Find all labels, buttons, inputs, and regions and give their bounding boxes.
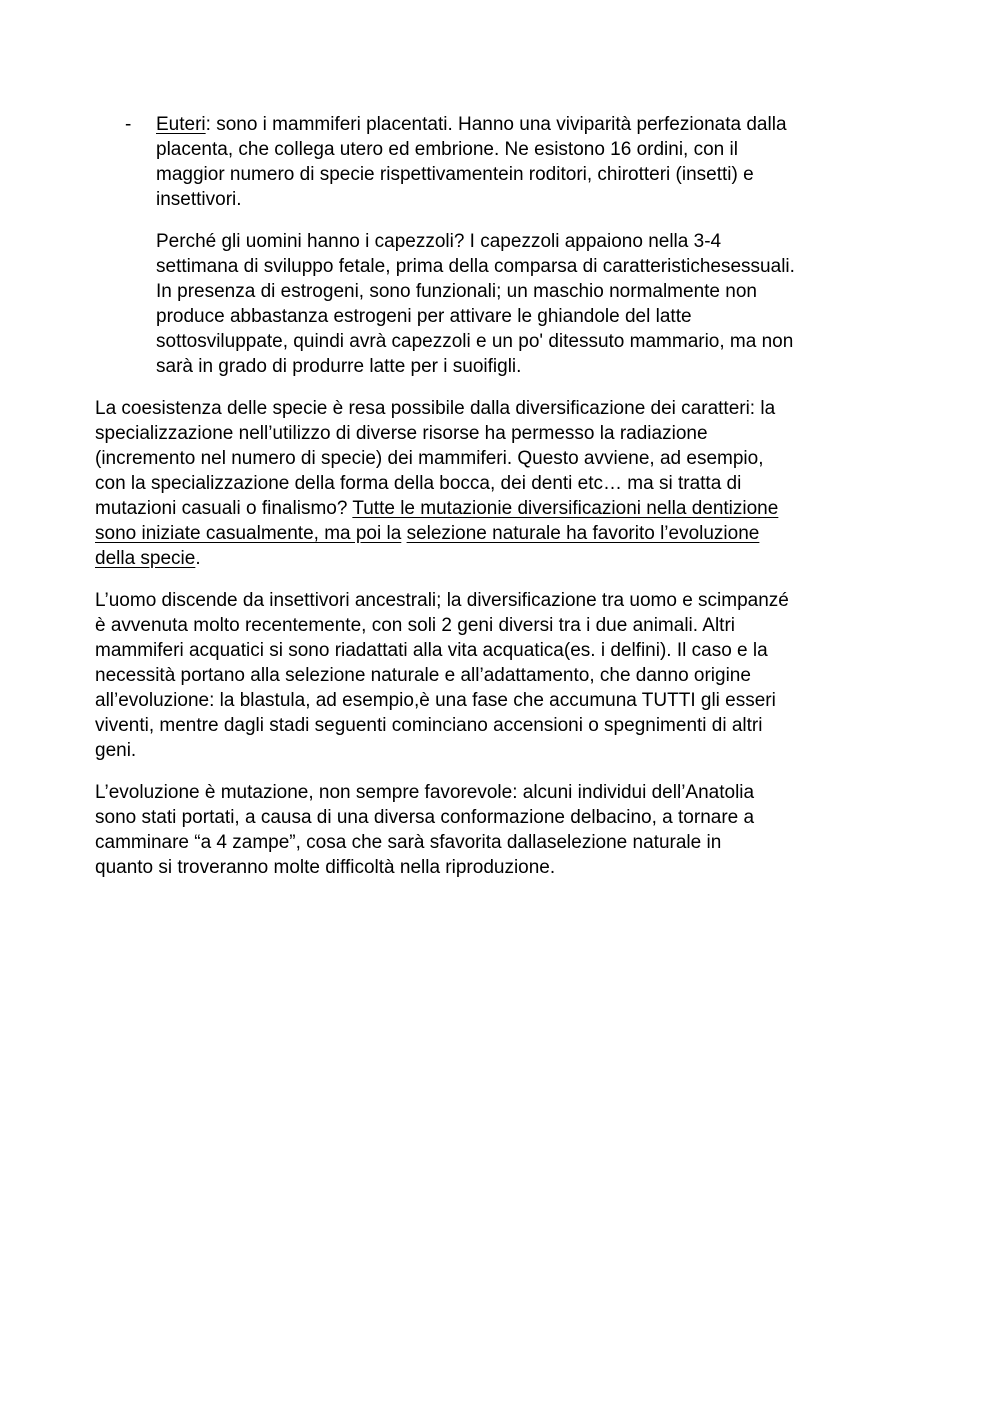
text-line: sottosviluppate, quindi avrà capezzoli e un po' ditessuto mammario, ma non [156, 331, 794, 352]
bullet-dash: - [125, 114, 132, 135]
text-line: viventi, mentre dagli stadi seguenti cominciano accensioni o spegnimenti di altri [95, 715, 763, 736]
text-line: camminare “a 4 zampe”, cosa che sarà sfavorita dallaselezione naturale in [95, 832, 722, 853]
text-line: Perché gli uomini hanno i capezzoli? I capezzoli appaiono nella 3-4 [156, 231, 722, 252]
underlined-text: della specie [95, 548, 196, 569]
text-line: all’evoluzione: la blastula, ad esempio,è una fase che accumuna TUTTI gli esseri [95, 690, 776, 711]
term-euteri: Euteri [156, 114, 206, 135]
text-run: . [195, 548, 201, 569]
text-line: La coesistenza delle specie è resa possibile dalla diversificazione dei caratteri: la [95, 398, 776, 419]
text-line: maggior numero di specie rispettivamentein roditori, chirotteri (insetti) e [156, 164, 754, 185]
text-line: L’evoluzione è mutazione, non sempre favorevole: alcuni individui dell’Anatolia [95, 782, 755, 803]
underlined-text: Tutte le mutazionie diversificazioni nella dentizione [352, 498, 779, 519]
text-line [95, 521, 905, 546]
text-line: con la specializzazione della forma della bocca, dei denti etc… ma si tratta di [95, 473, 742, 494]
text-line: sono stati portati, a causa di una diversa conformazione delbacino, a tornare a [95, 807, 755, 828]
paragraph [95, 588, 905, 763]
text-line [95, 546, 905, 571]
text-line: placenta, che collega utero ed embrione. Ne esistono 16 ordini, con il [156, 139, 738, 160]
text-line [156, 112, 905, 137]
bullet-item-euteri [95, 112, 905, 379]
underlined-text: sono iniziate casualmente, ma poi la [95, 523, 402, 544]
text-run: mutazioni casuali o finalismo? [95, 498, 353, 519]
text-line: insettivori. [156, 189, 242, 210]
paragraph [95, 780, 905, 880]
text-line: In presenza di estrogeni, sono funzionali; un maschio normalmente non [156, 281, 757, 302]
underlined-text: selezione naturale ha favorito l’evoluzione [406, 523, 760, 544]
text-line: (incremento nel numero di specie) dei mammiferi. Questo avviene, ad esempio, [95, 448, 764, 469]
text-line: L’uomo discende da insettivori ancestrali; la diversificazione tra uomo e scimpanzé [95, 590, 789, 611]
text-line: settimana di sviluppo fetale, prima della comparsa di caratteristichesessuali. [156, 256, 795, 277]
text-line: è avvenuta molto recentemente, con soli 2 geni diversi tra i due animali. Altri [95, 615, 735, 636]
text-line: geni. [95, 740, 137, 761]
document-page [95, 112, 905, 880]
text-line: produce abbastanza estrogeni per attivare le ghiandole del latte [156, 306, 692, 327]
text-line: sarà in grado di produrre latte per i suoifigli. [156, 356, 522, 377]
paragraph [95, 396, 905, 571]
text-line: necessità portano alla selezione naturale e all’adattamento, che danno origine [95, 665, 751, 686]
text-line: specializzazione nell’utilizzo di diverse risorse ha permesso la radiazione [95, 423, 708, 444]
text-line [95, 496, 905, 521]
sub-paragraph [156, 229, 905, 379]
text-run: : sono i mammiferi placentati. Hanno una viviparità perfezionata dalla [205, 114, 787, 135]
text-line: quanto si troveranno molte difficoltà nella riproduzione. [95, 857, 556, 878]
text-line: mammiferi acquatici si sono riadattati alla vita acquatica(es. i delfini). Il caso e la [95, 640, 768, 661]
